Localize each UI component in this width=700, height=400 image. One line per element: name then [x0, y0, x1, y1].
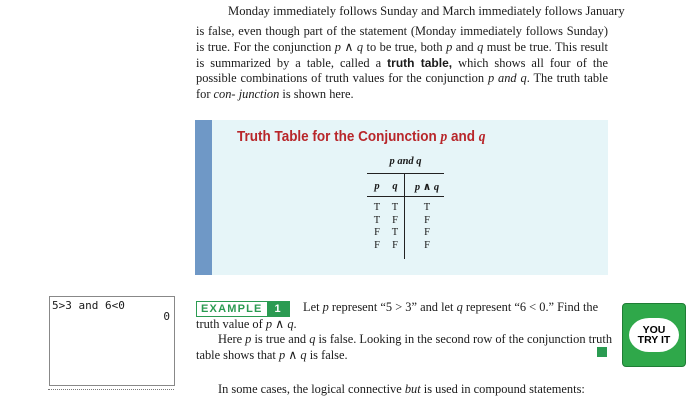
example-text: Let: [303, 300, 323, 314]
bottom-text: is used in compound statements:: [420, 382, 585, 396]
you-try-it-label: [629, 318, 679, 352]
table-cell: F: [392, 214, 398, 226]
example-line: [196, 316, 297, 332]
paragraph-text: true. For the conjunction: [207, 39, 335, 54]
you-try-it-line1: YOU: [642, 324, 666, 336]
term-but: but: [404, 382, 421, 396]
bottom-text-line: [218, 382, 585, 397]
var-q: q: [477, 39, 484, 54]
var-q: q: [287, 317, 294, 331]
wedge-symbol: ∧: [272, 317, 288, 331]
bottom-text: In some cases, the logical connective: [218, 382, 405, 396]
title-var-q: q: [478, 129, 486, 145]
example-text: truth value of: [196, 317, 266, 331]
calculator-expression: 5>3 and 6<0: [52, 299, 125, 312]
example-text: is true and: [251, 332, 310, 346]
paragraph-text: combinations of truth values for the conjunction: [240, 71, 488, 86]
top-text-line: Monday immediately follows Sunday and March immediately follows January: [228, 4, 625, 18]
you-try-it-line2: TRY IT: [637, 334, 671, 346]
example-text: represent “5 > 3” and let: [328, 300, 457, 314]
var-q: q: [356, 39, 364, 54]
table-cell: T: [373, 214, 381, 226]
example-label: EXAMPLE: [201, 303, 263, 315]
example-badge: [196, 301, 290, 317]
table-cell: T: [423, 202, 431, 213]
paragraph-text: junction: [238, 87, 280, 102]
phrase-p-and-q: p and q: [487, 71, 527, 86]
example-text: represent “6 < 0.” Find the: [462, 300, 599, 314]
title-and: and: [451, 129, 475, 145]
table-rule: [367, 173, 444, 174]
column-header-q: q: [392, 181, 398, 192]
paragraph-text: con-: [213, 87, 236, 102]
paragraph-text: summarized by a table, called a: [210, 55, 388, 70]
you-try-it-button[interactable]: [622, 303, 686, 367]
paragraph-text: . The truth table for: [196, 71, 608, 102]
var-q: q: [309, 332, 316, 346]
paragraph-text: which shows all four of the possible: [196, 55, 608, 86]
table-cell: F: [424, 239, 430, 251]
title-var-p: p: [440, 129, 448, 145]
example-text: Here: [218, 332, 246, 346]
example-number: 1: [267, 302, 289, 316]
example-line: [196, 347, 348, 363]
var-p: p: [265, 317, 273, 331]
table-cell: F: [392, 239, 398, 251]
paragraph-text: must be true. This result is: [196, 39, 608, 70]
example-text: .: [293, 317, 297, 331]
paragraph-text: is shown here.: [279, 87, 354, 102]
var-p: p: [245, 332, 252, 346]
example-text: is false.: [306, 348, 348, 362]
truth-table-title: [237, 129, 485, 146]
var-q: q: [300, 348, 307, 362]
table-divider: [404, 173, 405, 259]
table-cell: F: [424, 227, 430, 238]
table-cell: F: [424, 214, 430, 226]
column-header-p-and-q: p ∧ q: [414, 182, 440, 193]
table-cell: F: [374, 227, 380, 238]
table-cell: T: [391, 227, 399, 238]
column-header-p: p: [374, 181, 380, 192]
var-p: p: [334, 39, 341, 54]
panel-accent-bar: [195, 120, 212, 275]
calculator-result: 0: [163, 310, 170, 323]
table-cell: F: [374, 239, 380, 251]
var-p: p: [322, 300, 329, 314]
var-p: p: [278, 348, 286, 362]
table-cell: T: [391, 202, 399, 213]
table-header: p and q: [389, 156, 422, 167]
paragraph-line: is false, even though part of the statement (Monday immediately follows Sunday) is: [196, 24, 608, 54]
table-rule: [367, 196, 444, 197]
wedge-symbol: ∧: [340, 39, 357, 54]
var-q: q: [456, 300, 463, 314]
dotted-divider: [48, 389, 174, 390]
title-text: Truth Table for the Conjunction: [237, 129, 437, 145]
paragraph-text: and: [452, 39, 478, 54]
calculator-screen: [49, 296, 175, 386]
example-line: [218, 332, 612, 347]
example-text: is false. Looking in the second row of the conjunction truth: [315, 332, 613, 346]
example-text: table shows that: [196, 348, 279, 362]
table-cell: T: [373, 202, 381, 213]
paragraph-text: to be true, both: [363, 39, 447, 54]
term-truth-table: truth table,: [387, 55, 453, 70]
example-line: [303, 300, 598, 315]
body-paragraph: [196, 24, 608, 103]
var-p: p: [446, 39, 453, 54]
end-of-example-square-icon: [597, 347, 607, 357]
wedge-symbol: ∧: [285, 348, 301, 362]
